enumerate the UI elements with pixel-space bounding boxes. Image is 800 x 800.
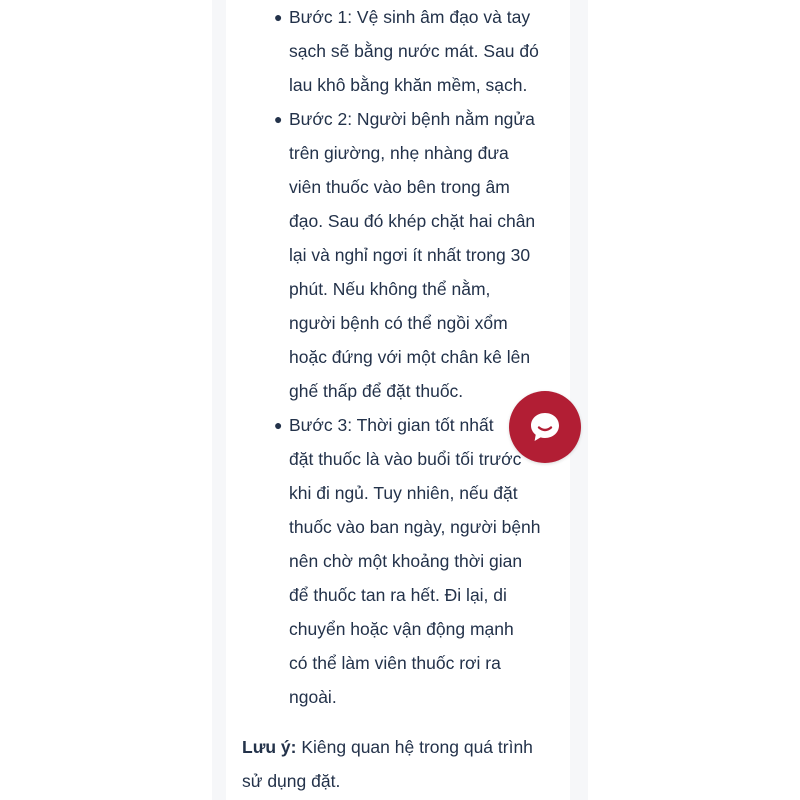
step-line: thuốc vào ban ngày, người bệnh (289, 517, 541, 537)
chat-widget-button[interactable] (509, 391, 581, 463)
bullet-icon: ● (274, 417, 283, 433)
step-line: có thể làm viên thuốc rơi ra (289, 653, 501, 673)
step-line: khi đi ngủ. Tuy nhiên, nếu đặt (289, 483, 518, 503)
step-line: lau khô bằng khăn mềm, sạch. (289, 75, 528, 95)
step-line: lại và nghỉ ngơi ít nhất trong 30 (289, 245, 531, 265)
step-line: ghế thấp để đặt thuốc. (289, 381, 464, 401)
chat-bubble-icon (528, 410, 562, 444)
step-line: Bước 3: Thời gian tốt nhất (289, 415, 494, 435)
note-paragraph (242, 730, 572, 798)
steps-list (242, 0, 572, 714)
step-line: để thuốc tan ra hết. Đi lại, di (289, 585, 507, 605)
list-item-step-2 (242, 102, 572, 408)
step-line: Bước 1: Vệ sinh âm đạo và tay (289, 7, 531, 27)
list-item-step-1 (242, 0, 572, 102)
step-line: người bệnh có thể ngồi xổm (289, 313, 508, 333)
step-line: hoặc đứng với một chân kê lên (289, 347, 531, 367)
step-line: viên thuốc vào bên trong âm (289, 177, 510, 197)
step-line: đặt thuốc là vào buổi tối trước (289, 449, 522, 469)
note-line: Kiêng quan hệ trong quá trình (296, 737, 533, 757)
step-line: phút. Nếu không thể nằm, (289, 279, 491, 299)
bullet-icon: ● (274, 111, 283, 127)
note-line: sử dụng đặt. (242, 771, 341, 791)
step-line: ngoài. (289, 687, 337, 707)
note-label: Lưu ý: (242, 737, 297, 757)
step-line: chuyển hoặc vận động mạnh (289, 619, 514, 639)
step-line: đạo. Sau đó khép chặt hai chân (289, 211, 536, 231)
step-line: trên giường, nhẹ nhàng đưa (289, 143, 509, 163)
step-line: sạch sẽ bằng nước mát. Sau đó (289, 41, 539, 61)
bullet-icon: ● (274, 9, 283, 25)
step-line: Bước 2: Người bệnh nằm ngửa (289, 109, 535, 129)
step-line: nên chờ một khoảng thời gian (289, 551, 523, 571)
